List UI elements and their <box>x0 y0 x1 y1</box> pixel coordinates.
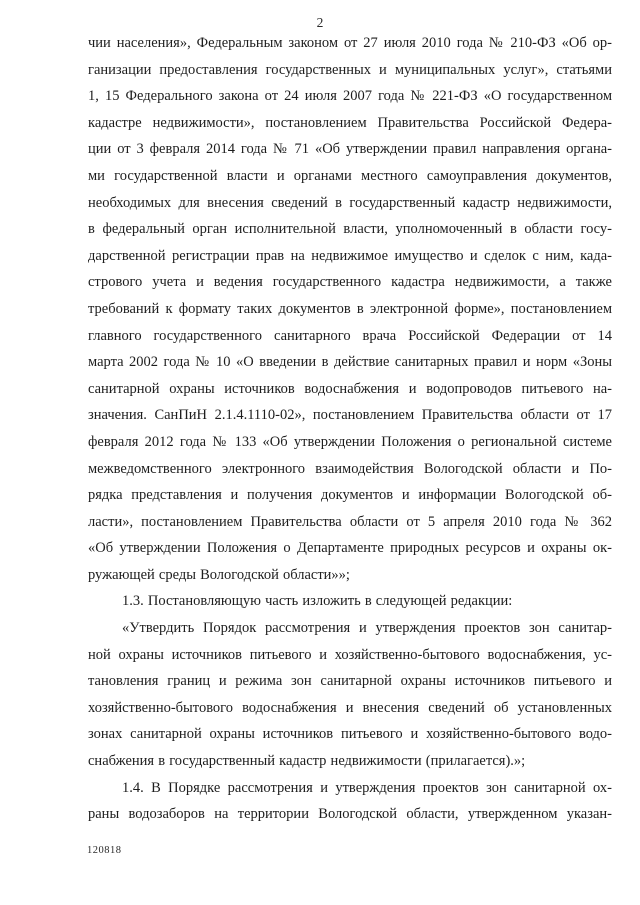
text-line: 1.3. Постановляющую часть изложить в следующей редакции: <box>122 593 513 610</box>
text-line: рядка представления и получения документов и информации Вологодской об- <box>88 487 612 504</box>
text-line: тановления границ и режима зон санитарной охраны источников питьевого и <box>88 673 612 690</box>
page-number: 2 <box>316 15 324 30</box>
text-line: раны водозаборов на территории Вологодской области, утвержденном указан- <box>88 806 612 823</box>
text-line: требований к формату таких документов в электронной форме», постановлением <box>88 300 612 317</box>
text-line: зонах санитарной охраны источников питьевого и хозяйственно-бытового водо- <box>88 726 612 743</box>
text-line: 1, 15 Федерального закона от 24 июля 2007 года № 221-ФЗ «О государственном <box>88 88 612 105</box>
text-line: чии населения», Федеральным законом от 27 июля 2010 года № 210-ФЗ «Об ор- <box>88 35 612 51</box>
text-line: необходимых для внесения сведений в государственный кадастр недвижимости, <box>88 194 612 211</box>
text-line: «Утвердить Порядок рассмотрения и утверждения проектов зон санитар- <box>122 620 612 637</box>
text-line: стрового учета и ведения государственного кадастра недвижимости, а также <box>88 274 612 291</box>
text-line: ганизации предоставления государственных и муниципальных услуг», статьями <box>88 61 612 78</box>
text-line: 1.4. В Порядке рассмотрения и утверждения проектов зон санитарной ох- <box>122 779 612 796</box>
text-line: межведомственного электронного взаимодействия Вологодской области и По- <box>88 460 612 477</box>
document-body <box>88 30 612 828</box>
text-line: ласти», постановлением Правительства области от 5 апреля 2010 года № 362 <box>88 513 612 530</box>
text-line: ми государственной власти и органами местного самоуправления документов, <box>88 167 612 184</box>
text-line: главного государственного санитарного врача Российской Федерации от 14 <box>88 327 612 344</box>
text-line: ной охраны источников питьевого и хозяйственно-бытового водоснабжения, ус- <box>88 646 612 663</box>
text-line: дарственной регистрации прав на недвижимое имущество и сделок с ним, када- <box>88 247 612 264</box>
text-line: ции от 3 февраля 2014 года № 71 «Об утверждении правил направления органа- <box>88 141 612 158</box>
text-line: санитарной охраны источников водоснабжения и водопроводов питьевого на- <box>88 380 612 397</box>
text-line: марта 2002 года № 10 «О введении в действие санитарных правил и норм «Зоны <box>88 354 612 371</box>
text-line: февраля 2012 года № 133 «Об утверждении Положения о региональной системе <box>88 433 612 450</box>
text-line: кадастре недвижимости», постановлением Правительства Российской Федера- <box>88 114 612 131</box>
text-line: значения. СанПиН 2.1.4.1110-02», постановлением Правительства области от 17 <box>88 407 612 424</box>
text-line: снабжения в государственный кадастр недвижимости (прилагается).»; <box>88 753 526 770</box>
text-line: хозяйственно-бытового водоснабжения и внесения сведений об установленных <box>88 699 612 716</box>
text-line: «Об утверждении Положения о Департаменте природных ресурсов и охраны ок- <box>88 540 612 557</box>
text-line: ружающей среды Вологодской области»»; <box>88 566 350 583</box>
footer-code: 120818 <box>87 845 122 856</box>
text-line: в федеральный орган исполнительной власти, уполномоченный в области госу- <box>88 221 612 238</box>
